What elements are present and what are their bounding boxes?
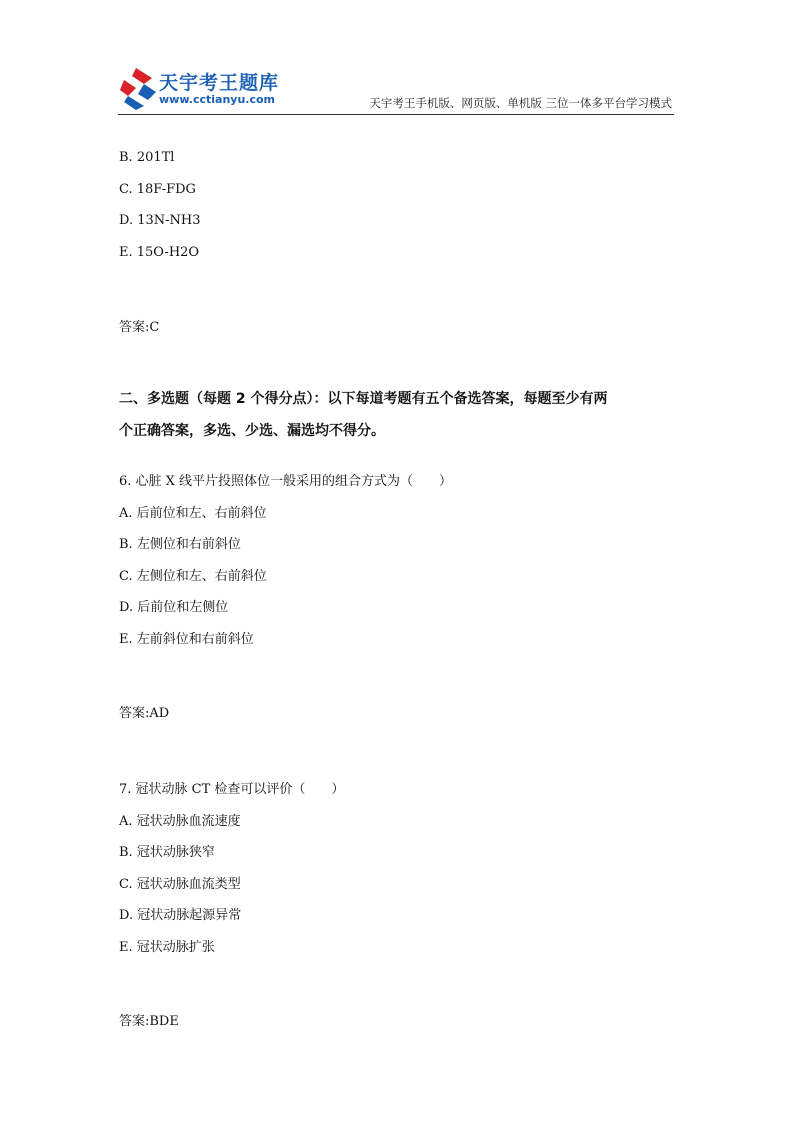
brand-url[interactable]: www.cctianyu.com <box>159 93 276 106</box>
question-6 <box>119 472 679 724</box>
brand-name[interactable]: 天宇考王题库 <box>159 72 280 94</box>
question-6-text: 6. 心脏 X 线平片投照体位一般采用的组合方式为（ ） <box>119 474 453 489</box>
q7-option-a: A. 冠状动脉血流速度 <box>119 813 241 829</box>
document-body <box>119 148 679 1045</box>
q6-option-e: E. 左前斜位和右前斜位 <box>119 631 254 647</box>
answer-7: 答案:BDE <box>119 1014 179 1029</box>
section-heading <box>119 383 679 447</box>
q6-option-b: B. 左侧位和右前斜位 <box>119 537 241 552</box>
section-heading-line1: 二、多选题（每题 2 个得分点）：以下每道考题有五个备选答案，每题至少有两 <box>119 391 608 407</box>
question-7-text: 7. 冠状动脉 CT 检查可以评价（ ） <box>119 782 345 797</box>
answer-6: 答案:AD <box>119 706 170 721</box>
question-5-continued <box>119 148 679 338</box>
q6-option-d: D. 后前位和左侧位 <box>119 600 229 615</box>
header-tagline: 天宇考王手机版、网页版、单机版 三位一体多平台学习模式 <box>369 96 672 110</box>
option-e: E. 15O-H2O <box>119 244 200 260</box>
q7-option-b: B. 冠状动脉狭窄 <box>119 845 215 860</box>
option-d: D. 13N-NH3 <box>119 213 201 228</box>
q7-option-d: D. 冠状动脉起源异常 <box>119 908 242 923</box>
q6-option-c: C. 左侧位和左、右前斜位 <box>119 568 267 584</box>
q7-option-e: E. 冠状动脉扩张 <box>119 939 215 955</box>
option-b: B. 201Tl <box>119 150 175 165</box>
option-c: C. 18F-FDG <box>119 181 196 197</box>
page-header <box>118 62 674 115</box>
tianyu-logo-icon <box>118 66 158 110</box>
q7-option-c: C. 冠状动脉血流类型 <box>119 876 241 892</box>
q6-option-a: A. 后前位和左、右前斜位 <box>119 505 267 521</box>
question-7 <box>119 780 679 1032</box>
answer-5: 答案:C <box>119 320 160 335</box>
section-heading-line2: 个正确答案，多选、少选、漏选均不得分。 <box>119 423 385 439</box>
